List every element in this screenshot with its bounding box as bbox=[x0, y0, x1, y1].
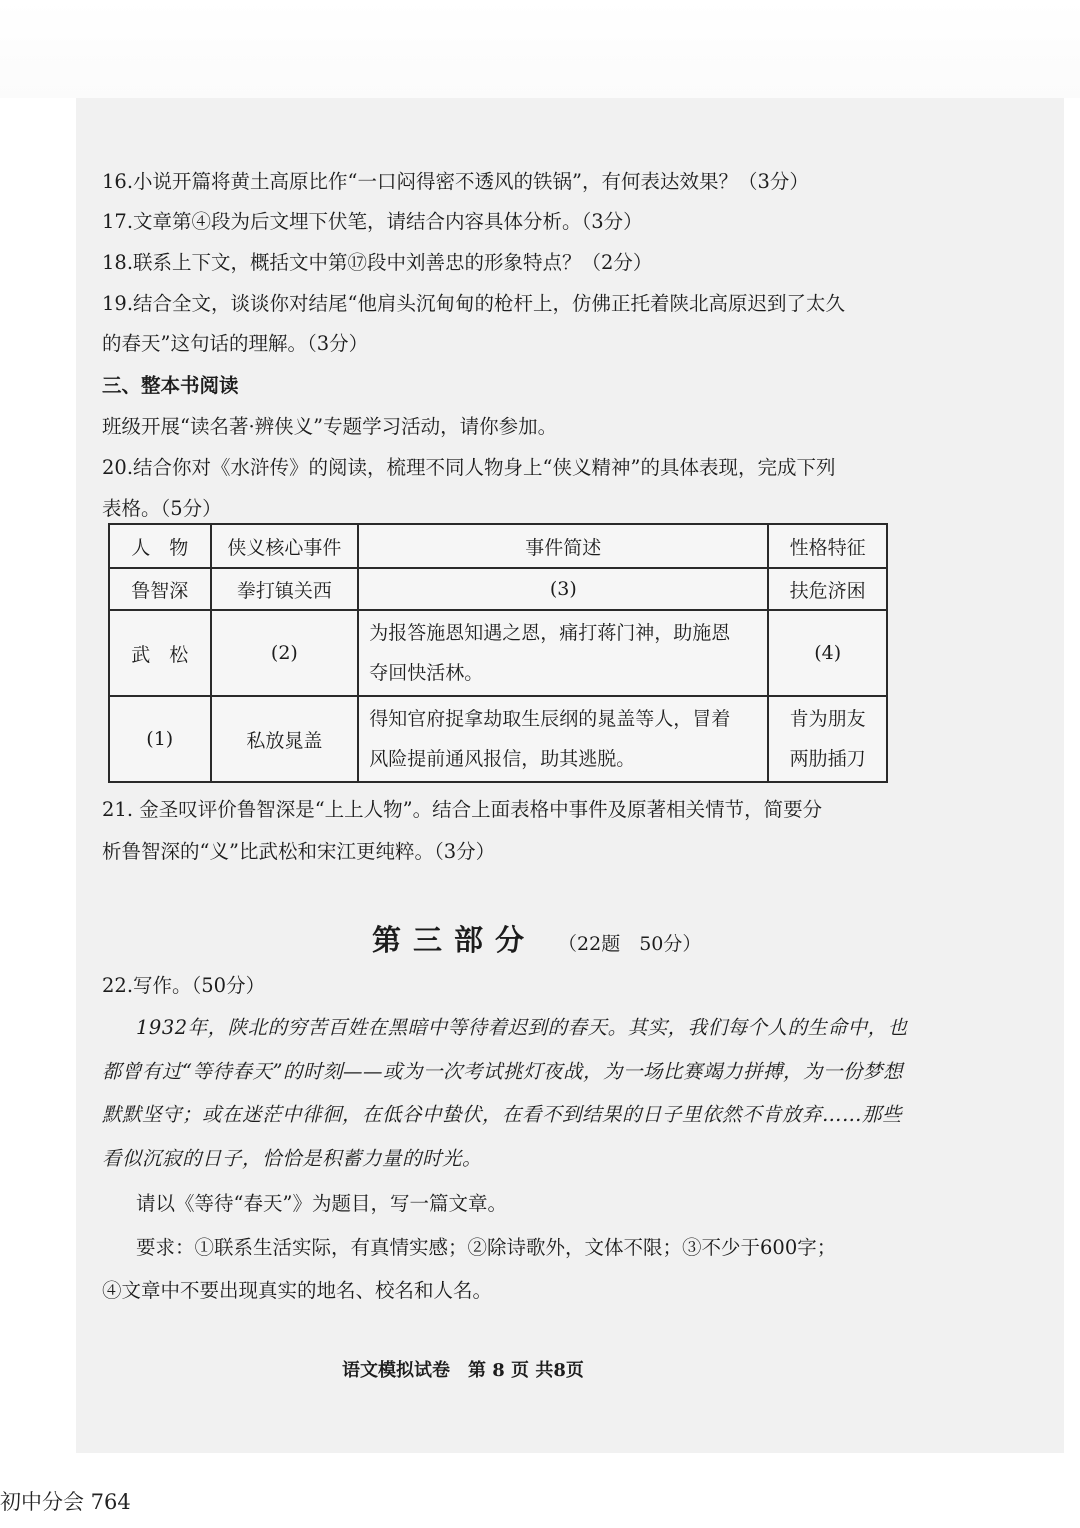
cell-event: 私放晁盖 bbox=[211, 696, 359, 782]
cell-trait: (4) bbox=[768, 610, 887, 696]
cell-event: 拳打镇关西 bbox=[211, 568, 359, 610]
cell-event: (2) bbox=[211, 610, 359, 696]
question-20-line1: 20.结合你对《水浒传》的阅读，梳理不同人物身上“侠义精神”的具体表现，完成下列 bbox=[102, 456, 836, 479]
cell-desc-line: 风险提前通风报信，助其逃脱。 bbox=[369, 748, 636, 770]
question-21-line2: 析鲁智深的“义”比武松和宋江更纯粹。（3分） bbox=[102, 840, 496, 863]
question-22: 22.写作。（50分） bbox=[102, 974, 266, 997]
table-header-row bbox=[109, 524, 887, 568]
cell-person: (1) bbox=[109, 696, 211, 782]
cell-person: 鲁智深 bbox=[109, 568, 211, 610]
header-event: 侠义核心事件 bbox=[211, 524, 359, 568]
cell-desc: (3) bbox=[358, 568, 768, 610]
table-row bbox=[109, 610, 887, 696]
cell-trait: 扶危济困 bbox=[768, 568, 887, 610]
requirements-line1: 要求：①联系生活实际，有真情实感；②除诗歌外，文体不限；③不少于600字； bbox=[136, 1236, 837, 1259]
question-18: 18.联系上下文，概括文中第⑰段中刘善忠的形象特点？（2分） bbox=[102, 251, 653, 274]
cell-trait-line: 肯为朋友 bbox=[789, 708, 866, 730]
part-title-sub: （22题 50分） bbox=[558, 933, 702, 955]
section-intro: 班级开展“读名著·辨侠义”专题学习活动，请你参加。 bbox=[102, 415, 558, 438]
question-21-line1: 21. 金圣叹评价鲁智深是“上上人物”。结合上面表格中事件及原著相关情节，简要分 bbox=[102, 798, 823, 821]
cell-desc-line: 夺回快活林。 bbox=[369, 662, 484, 684]
question-16: 16.小说开篇将黄土高原比作“一口闷得密不透风的铁锅”，有何表达效果？（3分） bbox=[102, 170, 809, 193]
cell-desc bbox=[358, 696, 768, 782]
question-20-line2: 表格。（5分） bbox=[102, 497, 222, 520]
header-trait: 性格特征 bbox=[768, 524, 887, 568]
cell-desc-line: 为报答施恩知遇之恩，痛打蒋门神，助施恩 bbox=[369, 622, 731, 644]
scan-top-margin bbox=[0, 0, 1080, 98]
part-title-main: 第三部分 bbox=[372, 923, 537, 957]
prompt-line: 看似沉寂的日子，恰恰是积蓄力量的时光。 bbox=[102, 1147, 483, 1170]
hero-table bbox=[108, 523, 888, 783]
cell-person: 武 松 bbox=[109, 610, 211, 696]
table-row bbox=[109, 696, 887, 782]
question-17: 17.文章第④段为后文埋下伏笔，请结合内容具体分析。（3分） bbox=[102, 210, 643, 233]
cell-desc bbox=[358, 610, 768, 696]
part-title bbox=[372, 918, 701, 959]
cell-trait-line: 两肋插刀 bbox=[789, 748, 866, 770]
question-19-line2: 的春天”这句话的理解。（3分） bbox=[102, 332, 369, 355]
table-row bbox=[109, 568, 887, 610]
writing-task: 请以《等待“春天”》为题目，写一篇文章。 bbox=[136, 1192, 507, 1215]
prompt-line: 默默坚守；或在迷茫中徘徊，在低谷中蛰伏，在看不到结果的日子里依然不肯放弃……那些 bbox=[102, 1103, 903, 1126]
header-person: 人 物 bbox=[109, 524, 211, 568]
header-desc: 事件简述 bbox=[358, 524, 768, 568]
question-19-line1: 19.结合全文，谈谈你对结尾“他肩头沉甸甸的枪杆上，仿佛正托着陕北高原迟到了太久 bbox=[102, 292, 845, 315]
prompt-line: 都曾有过“等待春天”的时刻——或为一次考试挑灯夜战，为一场比赛竭力拼搏，为一份梦想 bbox=[102, 1060, 903, 1083]
cell-desc-line: 得知官府捉拿劫取生辰纲的晁盖等人，冒着 bbox=[369, 708, 731, 730]
requirements-line2: ④文章中不要出现真实的地名、校名和人名。 bbox=[102, 1279, 493, 1302]
prompt-line: 1932年，陕北的穷苦百姓在黑暗中等待着迟到的春天。其实，我们每个人的生命中，也 bbox=[136, 1016, 908, 1039]
cell-trait bbox=[768, 696, 887, 782]
page-footer: 语文模拟试卷 第 8 页 共8页 bbox=[342, 1360, 584, 1381]
section-heading: 三、整本书阅读 bbox=[102, 374, 239, 397]
watermark: 初中分会 764 bbox=[0, 1490, 131, 1514]
